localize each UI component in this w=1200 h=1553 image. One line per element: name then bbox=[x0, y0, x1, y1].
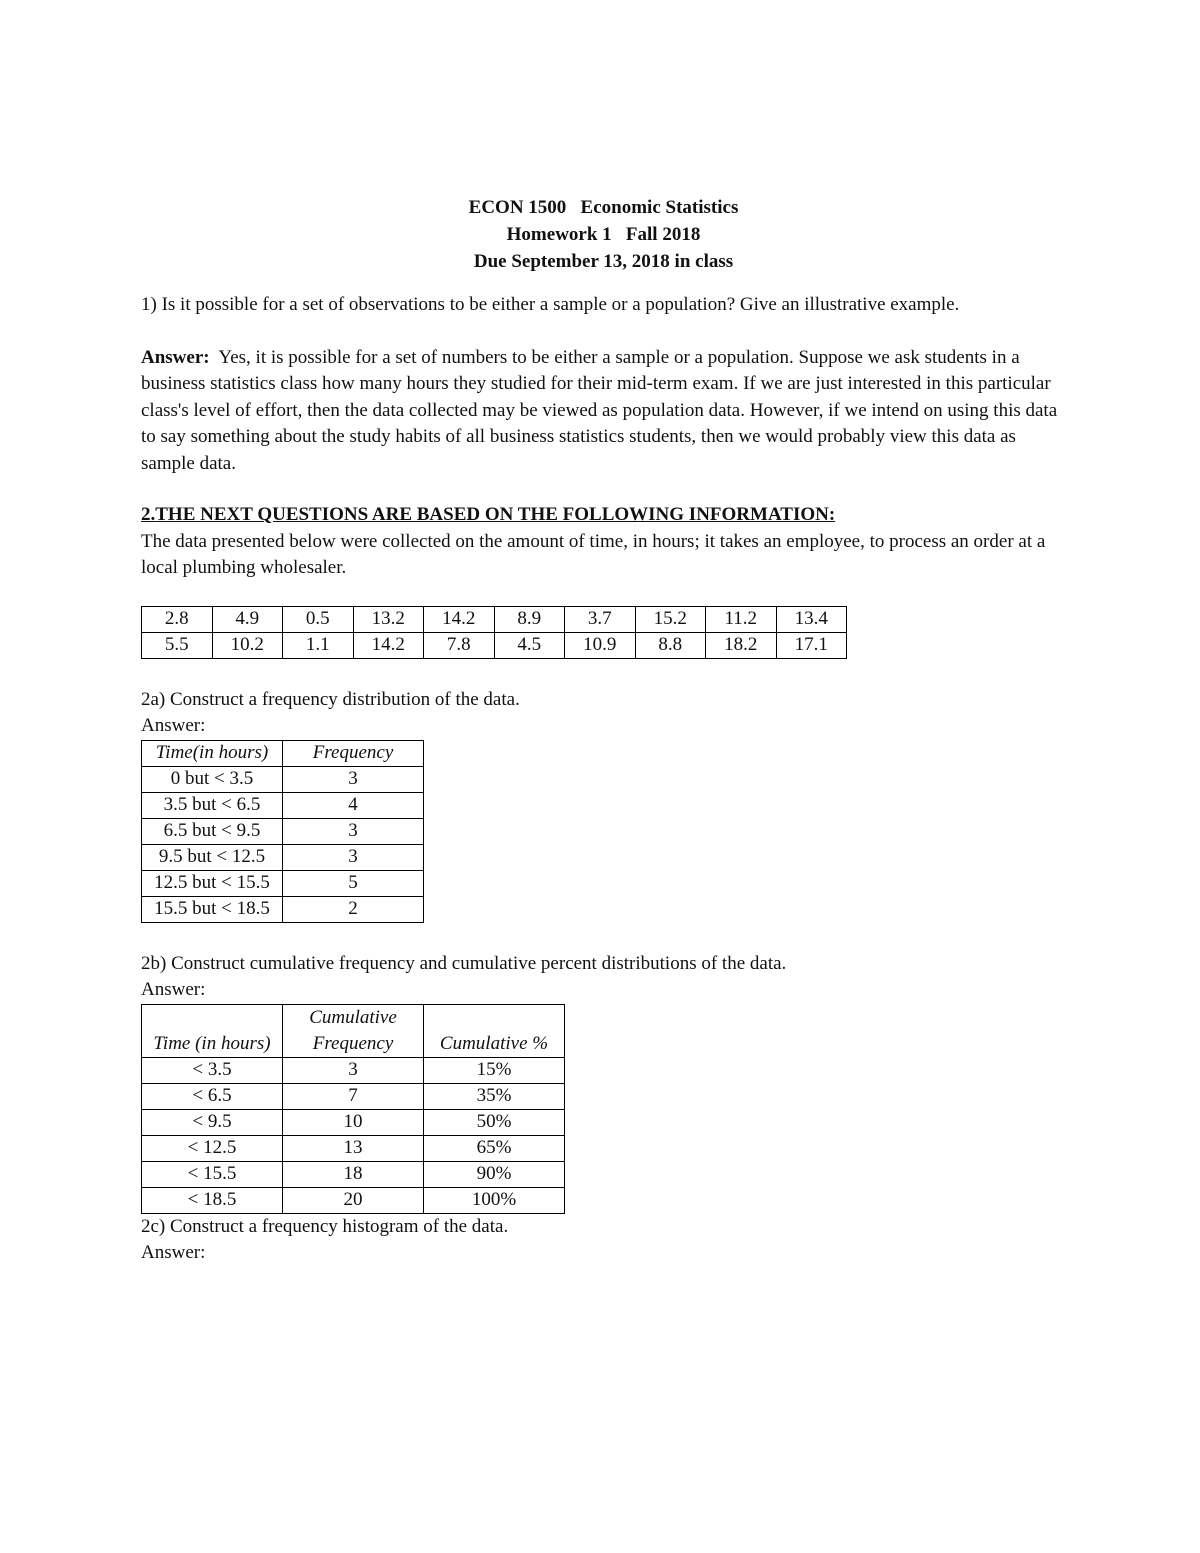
table-cell: 8.8 bbox=[635, 632, 706, 658]
table-cell: 2.8 bbox=[142, 606, 213, 632]
table-cell: < 3.5 bbox=[142, 1057, 283, 1083]
table-cell: 1.1 bbox=[283, 632, 354, 658]
question-2c: 2c) Construct a frequency histogram of the data. bbox=[141, 1215, 509, 1237]
header-cumulative-line2: Frequency bbox=[312, 1032, 394, 1054]
document-page bbox=[141, 194, 1066, 1267]
table-cell: 35% bbox=[424, 1083, 565, 1109]
question-2a: 2a) Construct a frequency distribution of the data. bbox=[141, 688, 520, 710]
table-cell: 4.5 bbox=[494, 632, 565, 658]
table-row bbox=[142, 792, 424, 818]
table-cell: 9.5 but < 12.5 bbox=[142, 844, 283, 870]
table-row bbox=[142, 844, 424, 870]
table-cell: 18 bbox=[283, 1161, 424, 1187]
table-cell: 4.9 bbox=[212, 606, 283, 632]
table-cell: 50% bbox=[424, 1109, 565, 1135]
answer-1 bbox=[141, 345, 1066, 478]
table-row bbox=[142, 870, 424, 896]
answer-2c-label: Answer: bbox=[141, 1242, 206, 1263]
table-cell: 10 bbox=[283, 1109, 424, 1135]
table-cell: 3.7 bbox=[565, 606, 636, 632]
table-cell: 14.2 bbox=[353, 632, 424, 658]
question-2-number: 2. bbox=[141, 504, 156, 525]
table-cell: 3 bbox=[283, 766, 424, 792]
frequency-distribution-table bbox=[141, 740, 424, 923]
table-row bbox=[142, 1135, 565, 1161]
table-row bbox=[142, 1109, 565, 1135]
table-cell: 15.2 bbox=[635, 606, 706, 632]
table-cell: 7.8 bbox=[424, 632, 495, 658]
table-cell: 10.9 bbox=[565, 632, 636, 658]
header-time: Time (in hours) bbox=[142, 1004, 283, 1057]
table-row bbox=[142, 818, 424, 844]
table-cell: 0 but < 3.5 bbox=[142, 766, 283, 792]
cumulative-distribution-table bbox=[141, 1004, 565, 1214]
table-cell: 18.2 bbox=[706, 632, 777, 658]
table-row bbox=[142, 1057, 565, 1083]
table-cell: 15.5 but < 18.5 bbox=[142, 896, 283, 922]
table-cell: 17.1 bbox=[776, 632, 847, 658]
table-header-row bbox=[142, 1004, 565, 1057]
header-frequency: Frequency bbox=[283, 740, 424, 766]
table-cell: < 12.5 bbox=[142, 1135, 283, 1161]
table-cell: 3 bbox=[283, 818, 424, 844]
table-cell: 13.2 bbox=[353, 606, 424, 632]
table-cell: 10.2 bbox=[212, 632, 283, 658]
question-2-heading-text: THE NEXT QUESTIONS ARE BASED ON THE FOLLOWING INFORMATION: bbox=[155, 504, 836, 525]
table-header-row bbox=[142, 740, 424, 766]
table-cell: 90% bbox=[424, 1161, 565, 1187]
table-row bbox=[142, 1161, 565, 1187]
homework-title: Homework 1 Fall 2018 bbox=[506, 224, 701, 245]
table-cell: 3 bbox=[283, 1057, 424, 1083]
table-row bbox=[142, 766, 424, 792]
table-cell: < 15.5 bbox=[142, 1161, 283, 1187]
due-date: Due September 13, 2018 in class bbox=[473, 251, 734, 272]
table-cell: 12.5 but < 15.5 bbox=[142, 870, 283, 896]
table-row bbox=[142, 1187, 565, 1213]
table-cell: < 6.5 bbox=[142, 1083, 283, 1109]
table-row bbox=[142, 1083, 565, 1109]
answer-1-text: Yes, it is possible for a set of numbers to be either a sample or a population. Suppose we ask students in a business statistics class how many hours they studied for their mid-term exam. If we are just interested in this particular class's level of effort, then the data collected may be viewed as population data. However, if we intend on using this data to say something about the study habits of all business statistics students, then we would probably view this data as sample data. bbox=[141, 346, 1062, 474]
header-cumulative-line1: Cumulative bbox=[309, 1006, 397, 1028]
question-1: 1) Is it possible for a set of observations to be either a sample or a population? Give an illustrative example. bbox=[141, 294, 960, 315]
table-cell: 0.5 bbox=[283, 606, 354, 632]
table-cell: 2 bbox=[283, 896, 424, 922]
header-cumulative-percent: Cumulative % bbox=[424, 1004, 565, 1057]
table-cell: 3 bbox=[283, 844, 424, 870]
raw-data-table bbox=[141, 606, 847, 659]
table-row bbox=[142, 896, 424, 922]
table-cell: 100% bbox=[424, 1187, 565, 1213]
header-cumulative-frequency bbox=[283, 1004, 424, 1057]
question-2-intro: The data presented below were collected on the amount of time, in hours; it takes an employee, to process an order at a local plumbing wholesaler. bbox=[141, 530, 1046, 578]
table-cell: 14.2 bbox=[424, 606, 495, 632]
table-cell: 13 bbox=[283, 1135, 424, 1161]
table-cell: 5.5 bbox=[142, 632, 213, 658]
answer-2b-label: Answer: bbox=[141, 979, 206, 1000]
answer-2a-label: Answer: bbox=[141, 715, 206, 736]
table-cell: 11.2 bbox=[706, 606, 777, 632]
table-cell: 13.4 bbox=[776, 606, 847, 632]
answer-1-label: Answer: bbox=[141, 346, 210, 368]
question-2b: 2b) Construct cumulative frequency and cumulative percent distributions of the data. bbox=[141, 952, 787, 974]
table-cell: 65% bbox=[424, 1135, 565, 1161]
table-cell: 3.5 but < 6.5 bbox=[142, 792, 283, 818]
header-time: Time(in hours) bbox=[142, 740, 283, 766]
table-cell: 4 bbox=[283, 792, 424, 818]
document-header bbox=[141, 194, 1066, 275]
table-cell: 20 bbox=[283, 1187, 424, 1213]
table-cell: 6.5 but < 9.5 bbox=[142, 818, 283, 844]
table-cell: 5 bbox=[283, 870, 424, 896]
table-row bbox=[142, 632, 847, 658]
table-row bbox=[142, 606, 847, 632]
table-cell: < 9.5 bbox=[142, 1109, 283, 1135]
table-cell: 8.9 bbox=[494, 606, 565, 632]
table-cell: 7 bbox=[283, 1083, 424, 1109]
table-cell: 15% bbox=[424, 1057, 565, 1083]
course-title: ECON 1500 Economic Statistics bbox=[468, 197, 739, 218]
table-cell: < 18.5 bbox=[142, 1187, 283, 1213]
question-2-heading bbox=[141, 502, 1066, 529]
